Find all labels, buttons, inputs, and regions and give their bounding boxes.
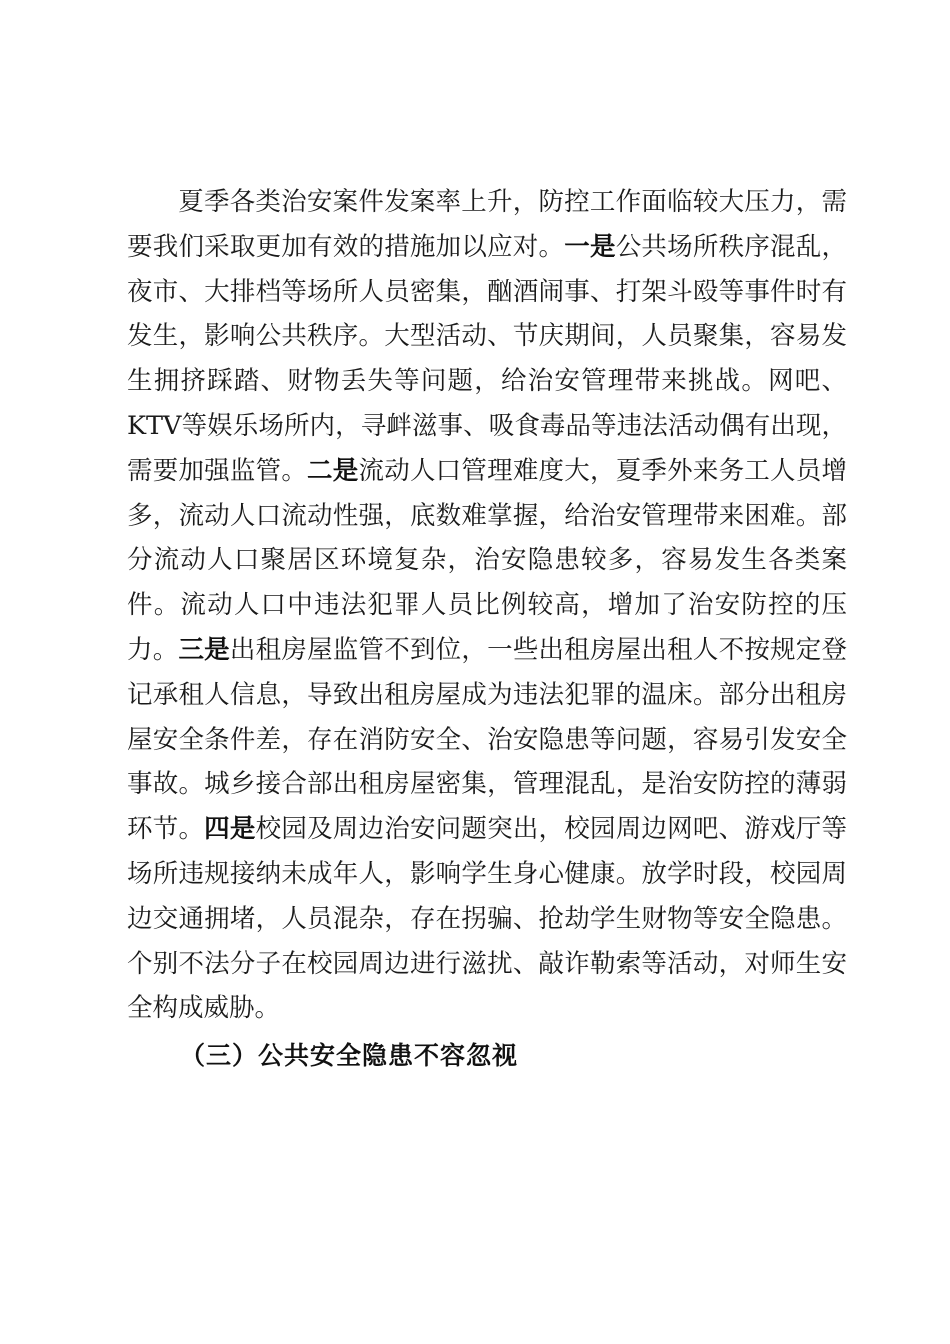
point-3-label: 三是 (178, 634, 230, 665)
point-4-label: 四是 (204, 814, 256, 845)
point-3-text: 出租房屋监管不到位，一些出租房屋出租人不按规定登记承租人信息，导致出租房屋成为违法犯罪的温床。部分出租房屋安全条件差，存在消防安全、治安隐患等问题，容易引发安全事故。城乡接合部出租房屋密集，管理混乱，是治安防控的薄弱环节。 (127, 634, 847, 845)
point-1-text: 公共场所秩序混乱，夜市、大排档等场所人员密集，酗酒闹事、打架斗殴等事件时有发生，影响公共秩序。大型活动、节庆期间，人员聚集，容易发生拥挤踩踏、财物丢失等问题，给治安管理带来挑战。网吧、KTV等娱乐场所内，寻衅滋事、吸食毒品等违法活动偶有出现，需要加强监管。 (127, 231, 847, 486)
section-subheading: （三）公共安全隐患不容忽视 (180, 1041, 519, 1070)
point-2-label: 二是 (307, 455, 359, 486)
body-paragraph (127, 180, 847, 1031)
paragraph-intro: 夏季各类治安案件发案率上升，防控工作面临较大压力，需要我们采取更加有效的措施加以应对。 (127, 187, 847, 262)
point-4-text: 校园及周边治安问题突出，校园周边网吧、游戏厅等场所违规接纳未成年人，影响学生身心健康。放学时段，校园周边交通拥堵，人员混杂，存在拐骗、抢劫学生财物等安全隐患。个别不法分子在校园周边进行滋扰、敲诈勒索等活动，对师生安全构成威胁。 (127, 814, 847, 1024)
point-1-label: 一是 (564, 231, 616, 262)
point-2-text: 流动人口管理难度大，夏季外来务工人员增多，流动人口流动性强，底数难掌握，给治安管理带来困难。部分流动人口聚居区环境复杂，治安隐患较多，容易发生各类案件。流动人口中违法犯罪人员比例较高，增加了治安防控的压力。 (127, 455, 847, 665)
